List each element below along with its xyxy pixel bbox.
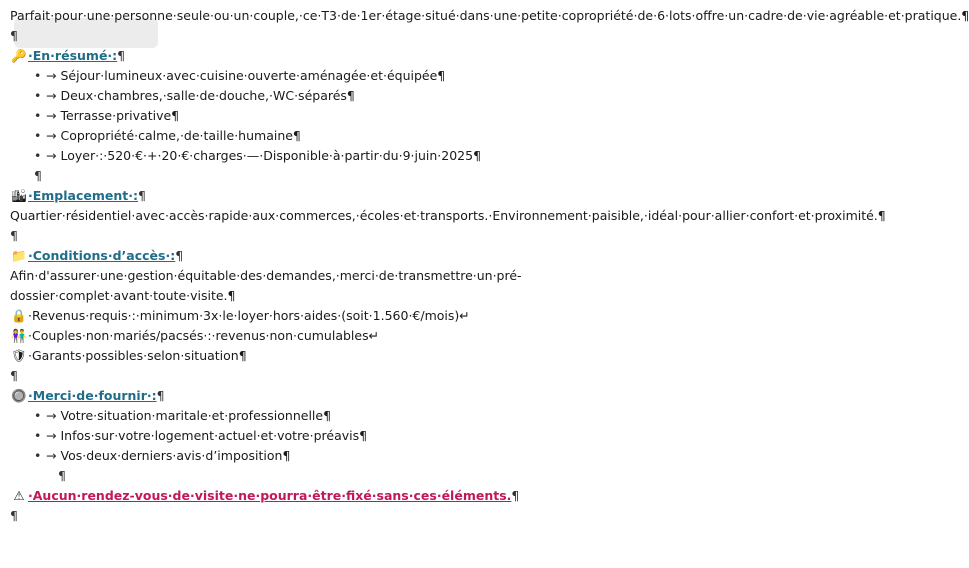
heading-text: ·Emplacement·: [28,188,138,203]
arrow-icon: → [46,88,57,103]
list-item-text: Infos·sur·votre·logement·actuel·et·votre·préavis¶ [60,428,368,443]
pilcrow: ¶ [175,248,184,263]
empty-paragraph: ¶ [58,468,66,483]
list-item [10,406,630,426]
list-item [10,426,630,446]
section-heading-conditions [10,246,630,266]
lock-icon: 🔒 [11,308,27,323]
list-item [10,446,630,466]
list-item [10,86,630,106]
document-body [10,6,969,526]
cityscape-icon: 🏙 [11,188,27,203]
section-heading-resume [10,46,630,66]
list-item [10,106,630,126]
intro-paragraph: Parfait·pour·une·personne·seule·ou·un·couple,·ce·T3·de·1er·étage·situé·dans·une·petite·copropriété·de·6·lots·offre·un·cadre·de·vie·agréable·et·pratique.¶ [10,8,969,23]
emplacement-paragraph: Quartier·résidentiel·avec·accès·rapide·aux·commerces,·écoles·et·transports.·Environnement·paisible,·idéal·pour·allier·confort·et·proximité.¶ [10,208,886,223]
bullet-icon: • [34,428,42,443]
pilcrow: ¶ [117,48,126,63]
badge-icon: 🔘 [11,388,27,403]
warning-icon: ⚠ [13,488,25,503]
condition-text: ·Couples·non·mariés/pacsés·:·revenus·non·cumulables↵ [28,328,380,343]
list-item [10,146,630,166]
conditions-paragraph: Afin·d'assurer·une·gestion·équitable·des·demandes,·merci·de·transmettre·un·pré-dossier·complet·avant·toute·visite.¶ [10,268,522,303]
condition-item [10,326,630,346]
heading-text: ·En·résumé·: [28,48,118,63]
shield-icon: 🛡 [11,348,27,363]
empty-paragraph: ¶ [34,168,42,183]
list-item-text: Loyer·:·520·€·+·20·€·charges·—·Disponible·à·partir·du·9·juin·2025¶ [60,148,482,163]
arrow-icon: → [46,428,57,443]
condition-text: ·Revenus·requis·:·minimum·3x·le·loyer·hors·aides·(soit·1.560·€/mois)↵ [28,308,470,323]
key-icon: 🔑 [11,48,27,63]
pilcrow: ¶ [156,388,165,403]
couple-icon: 👫 [11,328,27,343]
condition-item [10,346,630,366]
arrow-icon: → [46,68,57,83]
list-item [10,126,630,146]
folder-icon: 📁 [11,248,27,263]
bullet-icon: • [34,108,42,123]
heading-text: ·Merci·de·fournir·: [28,388,157,403]
arrow-icon: → [46,108,57,123]
list-item [10,66,630,86]
list-item-text: Votre·situation·maritale·et·professionnelle¶ [60,408,332,423]
section-heading-merci [10,386,630,406]
section-heading-emplacement [10,186,630,206]
condition-item [10,306,630,326]
warning-line [10,486,630,506]
list-item-text: Séjour·lumineux·avec·cuisine·ouverte·aménagée·et·équipée¶ [60,68,446,83]
condition-text: ·Garants·possibles·selon·situation¶ [28,348,247,363]
empty-paragraph: ¶ [10,368,18,383]
arrow-icon: → [46,128,57,143]
arrow-icon: → [46,408,57,423]
pilcrow: ¶ [138,188,146,203]
bullet-icon: • [34,128,42,143]
heading-text: ·Conditions·d’accès·: [28,248,176,263]
list-item-text: Deux·chambres,·salle·de·douche,·WC·séparés¶ [60,88,355,103]
bullet-icon: • [34,408,42,423]
warning-text: ·Aucun·rendez-vous·de·visite·ne·pourra·être·fixé·sans·ces·éléments. [28,488,512,503]
empty-paragraph: ¶ [10,28,18,43]
arrow-icon: → [46,448,57,463]
bullet-icon: • [34,148,42,163]
empty-paragraph: ¶ [10,508,18,523]
arrow-icon: → [46,148,57,163]
bullet-icon: • [34,448,42,463]
bullet-icon: • [34,68,42,83]
empty-paragraph: ¶ [10,228,18,243]
list-item-text: Vos·deux·derniers·avis·d’imposition¶ [60,448,291,463]
bullet-icon: • [34,88,42,103]
list-item-text: Terrasse·privative¶ [60,108,180,123]
list-item-text: Copropriété·calme,·de·taille·humaine¶ [60,128,301,143]
pilcrow: ¶ [511,488,520,503]
